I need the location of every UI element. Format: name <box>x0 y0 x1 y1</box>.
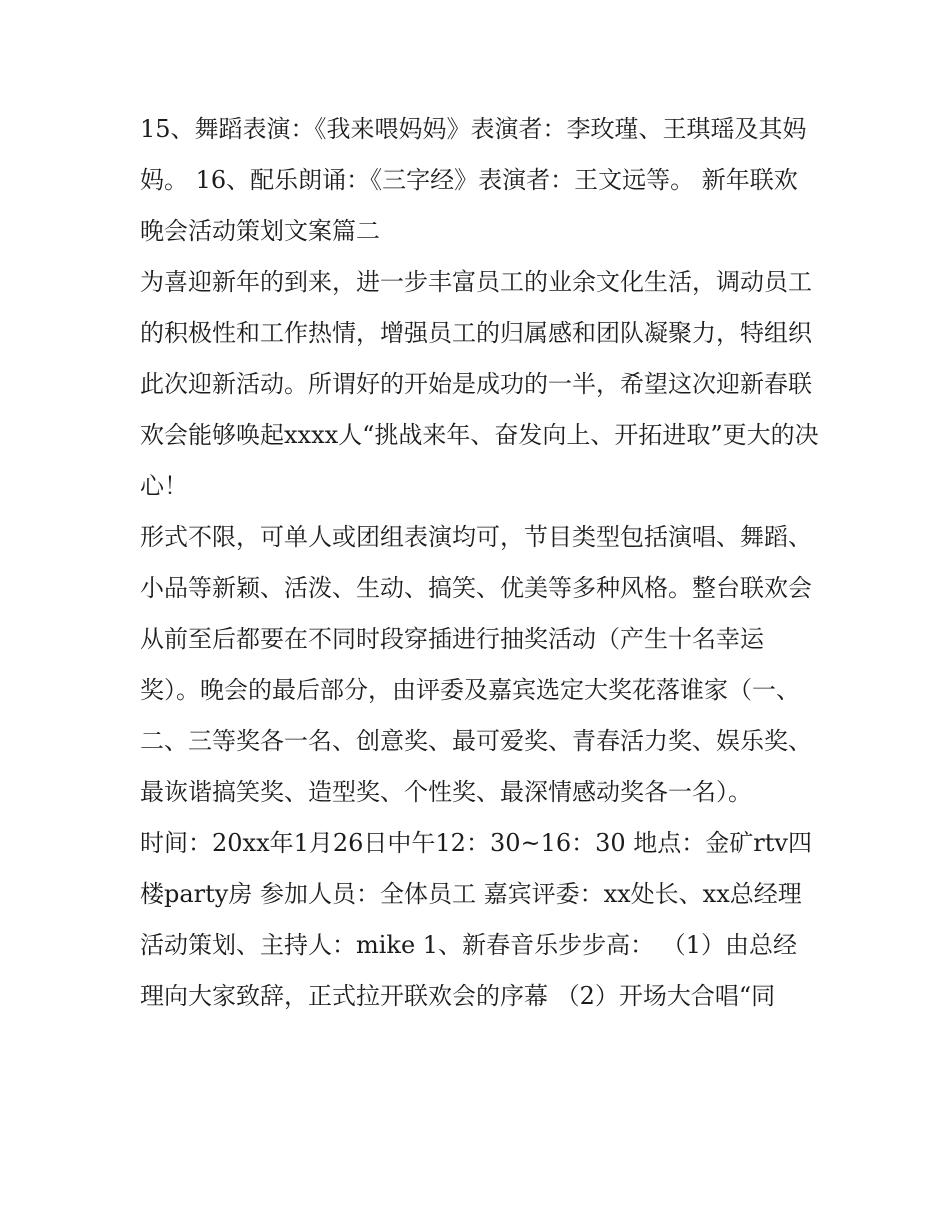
paragraph-purpose: 为喜迎新年的到来，进一步丰富员工的业余文化生活，调动员工的积极性和工作热情，增强员工的归属感和团队凝聚力，特组织此次迎新活动。所谓好的开始是成功的一半，希望这次迎新春联欢会能够唤起xxxx人“挑战来年、奋发向上、开拓进取”更大的决心！ <box>140 268 819 500</box>
paragraph-program: 活动策划、主持人：mike 1、新春音乐步步高： （1）由总经理向大家致辞，正式拉开联欢会的序幕 （2）开场大合唱“同 <box>140 931 797 1010</box>
paragraph-performances: 15、舞蹈表演：《我来喂妈妈》表演者：李玫瑾、王琪瑶及其妈妈。 16、配乐朗诵：《三字经》表演者：王文远等。 新年联欢晚会活动策划文案篇二 <box>140 115 807 245</box>
paragraph-time-location: 时间：20xx年1月26日中午12：30~16：30 地点：金矿rtv四楼party房 参加人员：全体员工 嘉宾评委：xx处长、xx总经理 <box>140 829 812 908</box>
paragraph-format: 形式不限，可单人或团组表演均可，节目类型包括演唱、舞蹈、小品等新颖、活泼、生动、搞笑、优美等多种风格。整台联欢会从前至后都要在不同时段穿插进行抽奖活动（产生十名幸运奖）。晚会的最后部分，由评委及嘉宾选定大奖花落谁家（一、二、三等奖各一名、创意奖、最可爱奖、青春活力奖、娱乐奖、最诙谐搞笑奖、造型奖、个性奖、最深情感动奖各一名）。 <box>140 523 812 806</box>
document-body <box>140 104 820 1022</box>
